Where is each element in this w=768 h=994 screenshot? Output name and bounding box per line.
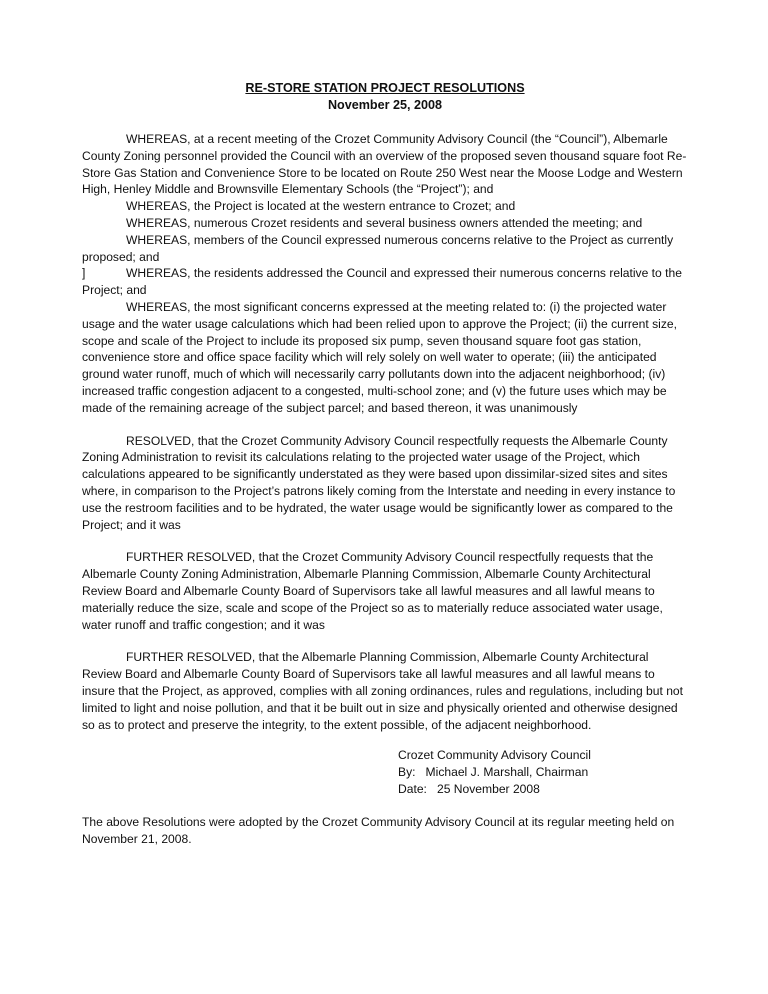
whereas-paragraph-6: WHEREAS, the most significant concerns expressed at the meeting related to: (i) the projected water usage and the water usage calculations which had been relied upon to approve the Project; (ii) the current size, scope and scale of the Project to include its proposed six pump, seven thousand square foot gas station, convenience store and office space facility which will rely solely on well water to operate; (iii) the anticipated ground water runoff, much of which will necessarily carry pollutants down into the adjacent neighborhood; (iv) increased traffic congestion adjacent to a congested, multi-school zone; and (v) the future uses which may be made of the remaining acreage of the subject parcel; and based thereon, it was unanimously — [82, 299, 677, 415]
further-resolved-paragraph-1: FURTHER RESOLVED, that the Crozet Community Advisory Council respectfully requests that the Albemarle County Zoning Administration, Albemarle Planning Commission, Albemarle County Architectural Review Board and Albemarle County Board of Supervisors take all lawful measures and all lawful means to materially reduce the size, scale and scope of the Project so as to materially reduce associated water usage, water runoff and traffic congestion; and it was — [82, 550, 663, 632]
bracket-mark: ] — [82, 266, 86, 281]
further-resolved-paragraph-2: FURTHER RESOLVED, that the Albemarle Planning Commission, Albemarle County Architectural Review Board and Albemarle County Board of Supervisors take all lawful measures and all lawful means to insure that the Project, as approved, complies with all zoning ordinances, rules and regulations, including but not limited to light and noise pollution, and that it be built out in size and physically oriented and otherwise designed so as to protect and preserve the integrity, to the extent possible, of the adjacent neighborhood. — [82, 650, 684, 732]
whereas-paragraph-5-text: WHEREAS, the residents addressed the Council and expressed their numerous concerns relative to the Project; and — [82, 266, 682, 298]
signature-date: Date: 25 November 2008 — [398, 782, 540, 797]
signature-by: By: Michael J. Marshall, Chairman — [398, 765, 589, 780]
whereas-paragraph-1: WHEREAS, at a recent meeting of the Crozet Community Advisory Council (the “Council”), Albemarle County Zoning personnel provided the Council with an overview of the proposed seven thousand square foot Re-Store Gas Station and Convenience Store to be located on Route 250 West near the Moose Lodge and Western High, Henley Middle and Brownsville Elementary Schools (the “Project”); and — [82, 132, 687, 197]
document-title: RE-STORE STATION PROJECT RESOLUTIONS — [245, 81, 525, 95]
whereas-paragraph-3: WHEREAS, numerous Crozet residents and several business owners attended the meeting; and — [126, 215, 643, 230]
resolved-paragraph: RESOLVED, that the Crozet Community Advisory Council respectfully requests the Albemarle County Zoning Administration to revisit its calculations relating to the projected water usage of the Project, which calculations appeared to be significantly understated as they were based upon dissimilar-sized sites and sites where, in comparison to the Project’s patrons likely coming from the Interstate and needing in every instance to use the restroom facilities and to be hydrated, the water usage would be significantly lower as compared to the Project; and it was — [82, 433, 676, 532]
signature-org: Crozet Community Advisory Council — [398, 748, 591, 763]
document-page — [82, 80, 688, 848]
document-date: November 25, 2008 — [327, 98, 443, 112]
whereas-paragraph-2: WHEREAS, the Project is located at the western entrance to Crozet; and — [126, 199, 516, 214]
signature-block — [398, 747, 688, 798]
whereas-paragraph-5 — [82, 265, 688, 299]
whereas-paragraph-4: WHEREAS, members of the Council expressed numerous concerns relative to the Project as currently proposed; and — [82, 232, 674, 264]
adoption-note: The above Resolutions were adopted by the Crozet Community Advisory Council at its regular meeting held on November 21, 2008. — [82, 815, 675, 847]
document-header — [82, 80, 688, 114]
